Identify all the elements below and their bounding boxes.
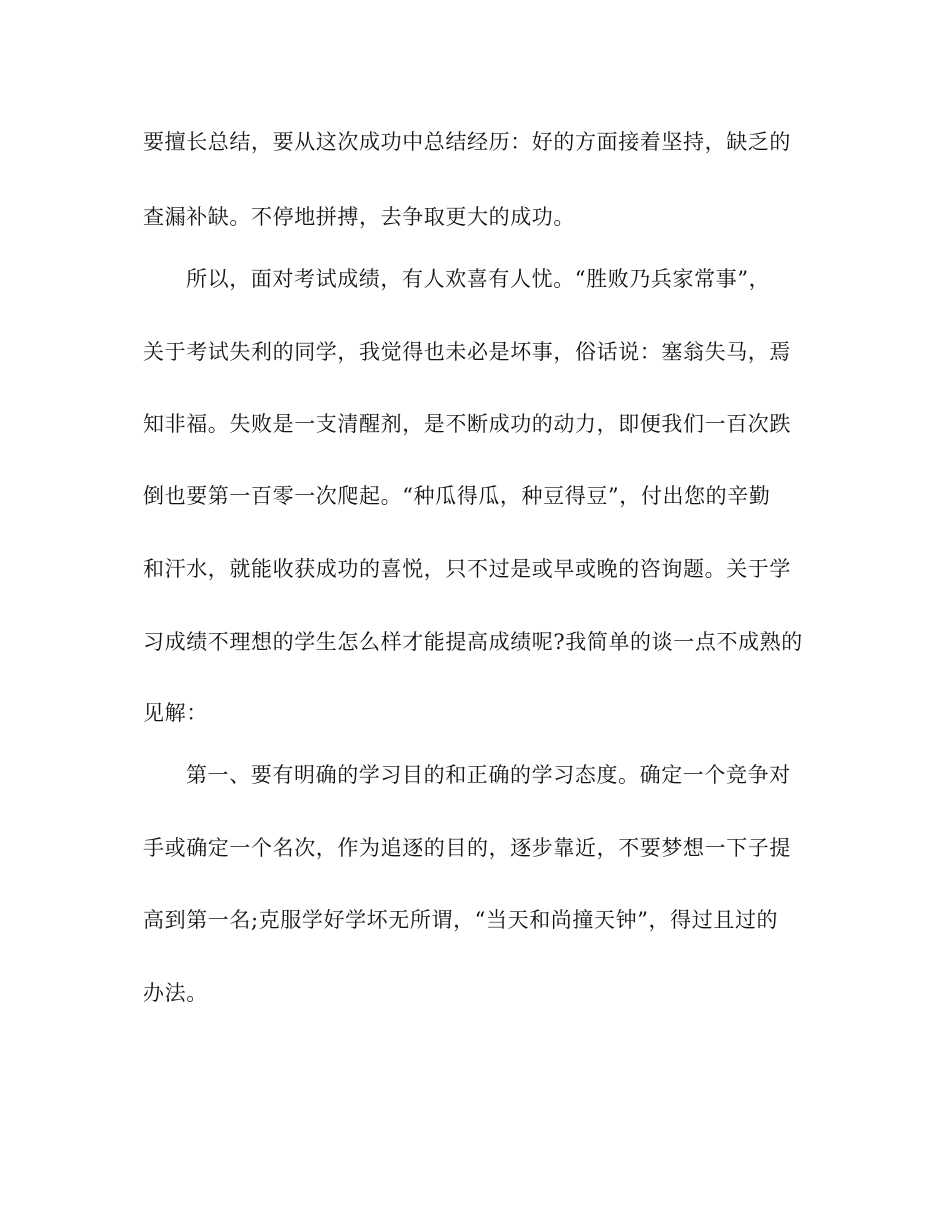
paragraph-start-line: 第一、要有明确的学习目的和正确的学习态度。确定一个竞争对 bbox=[186, 763, 791, 787]
text-line: 和汗水，就能收获成功的喜悦，只不过是或早或晚的咨询题。关于学 bbox=[143, 557, 791, 581]
text-line: 知非福。失败是一支清醒剂，是不断成功的动力，即便我们一百次跌 bbox=[143, 412, 791, 436]
text-line: 习成绩不理想的学生怎么样才能提高成绩呢?我简单的谈一点不成熟的 bbox=[143, 630, 803, 654]
text-line: 手或确定一个名次，作为追逐的目的，逐步靠近，不要梦想一下子提 bbox=[143, 836, 791, 860]
text-line: 关于考试失利的同学，我觉得也未必是坏事，俗话说：塞翁失马，焉 bbox=[143, 340, 791, 364]
text-line: 查漏补缺。不停地拼搏，去争取更大的成功。 bbox=[143, 205, 575, 229]
text-line: 办法。 bbox=[143, 981, 208, 1005]
text-line: 倒也要第一百零一次爬起。“种瓜得瓜，种豆得豆”，付出您的辛勤 bbox=[143, 484, 771, 508]
text-line: 见解： bbox=[143, 701, 208, 725]
paragraph-start-line: 所以，面对考试成绩，有人欢喜有人忧。“胜败乃兵家常事”， bbox=[186, 267, 771, 291]
text-line: 要擅长总结，要从这次成功中总结经历：好的方面接着坚持，缺乏的 bbox=[143, 130, 791, 154]
text-line: 高到第一名;克服学好学坏无所谓，“当天和尚撞天钟”，得过且过的 bbox=[143, 908, 779, 932]
